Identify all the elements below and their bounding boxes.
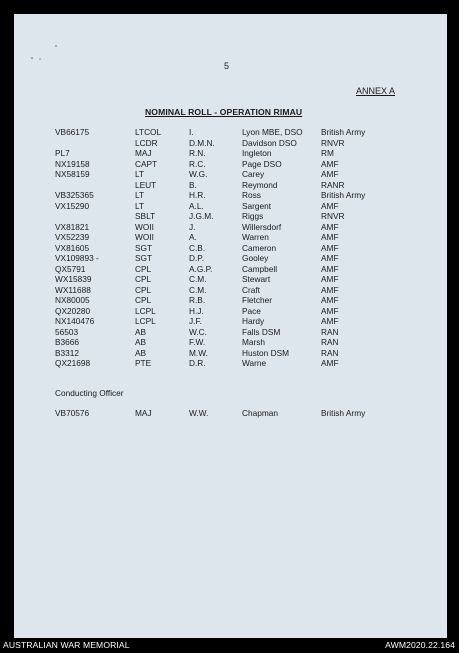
service-number: VB66175 — [55, 127, 90, 137]
surname: Lyon MBE, DSO — [242, 127, 303, 137]
initials: R.N. — [189, 148, 206, 158]
unit: AMF — [321, 253, 339, 263]
initials: J.F. — [189, 316, 202, 326]
unit: AMF — [321, 305, 339, 316]
rank: LT — [135, 190, 145, 200]
unit: RAN — [321, 337, 339, 347]
surname: Reymond — [242, 179, 278, 190]
unit: AMF — [321, 274, 339, 284]
unit: RM — [321, 148, 334, 158]
rank: CAPT — [135, 158, 158, 169]
rank: CPL — [135, 263, 152, 274]
surname: Huston DSM — [242, 347, 290, 358]
paper-specks — [30, 44, 60, 64]
initials: I. — [189, 127, 194, 137]
rank: MAJ — [135, 408, 152, 418]
page-number: 5 — [224, 61, 230, 71]
unit: AMF — [321, 316, 339, 326]
surname: Page DSO — [242, 158, 282, 169]
rank: MAJ — [135, 148, 152, 158]
service-number: NX80005 — [55, 295, 90, 305]
service-number: B3666 — [55, 337, 79, 347]
service-number: VB70576 — [55, 408, 90, 418]
service-number: 56503 — [55, 326, 79, 337]
unit: AMF — [321, 158, 339, 169]
unit: AMF — [321, 232, 339, 242]
surname: Pace — [242, 305, 261, 316]
institution-caption: AUSTRALIAN WAR MEMORIAL — [3, 640, 130, 650]
surname: Cameron — [242, 242, 277, 253]
service-number: VX52239 — [55, 232, 90, 242]
initials: W.G. — [189, 169, 208, 179]
rank: LT — [135, 169, 145, 179]
surname: Fletcher — [242, 295, 272, 305]
initials: H.R. — [189, 190, 206, 200]
unit: AMF — [321, 221, 339, 232]
initials: C.B. — [189, 242, 206, 253]
surname: Sargent — [242, 200, 272, 211]
surname: Chapman — [242, 408, 278, 418]
unit: British Army — [321, 190, 366, 200]
annex-label: ANNEX A — [356, 86, 396, 96]
service-number: VX81821 — [55, 221, 90, 232]
initials: B. — [189, 179, 197, 190]
rank: LTCOL — [135, 127, 162, 137]
surname: Stewart — [242, 274, 271, 284]
initials: W.C. — [189, 326, 207, 337]
rank: SGT — [135, 253, 153, 263]
initials: A.L. — [189, 200, 204, 211]
initials: J.G.M. — [189, 211, 214, 221]
initials: F.W. — [189, 337, 206, 347]
service-number: VX81605 — [55, 242, 90, 253]
rank: WOII — [135, 232, 154, 242]
service-number: QX21698 — [55, 358, 91, 368]
initials: R.C. — [189, 158, 206, 169]
initials: D.M.N. — [189, 137, 215, 148]
rank: PTE — [135, 358, 152, 368]
reference-caption: AWM2020.22.164 — [385, 640, 455, 650]
document-page — [14, 14, 447, 638]
rank: LCDR — [135, 137, 158, 148]
surname: Marsh — [242, 337, 266, 347]
unit: AMF — [321, 358, 339, 368]
initials: W.W. — [189, 408, 209, 418]
surname: Carey — [242, 169, 265, 179]
unit: RNVR — [321, 211, 345, 221]
unit: AMF — [321, 200, 339, 211]
service-number: VB325365 — [55, 190, 94, 200]
rank: SBLT — [135, 211, 156, 221]
surname: Hardy — [242, 316, 265, 326]
unit: British Army — [321, 408, 366, 418]
initials: A. — [189, 232, 197, 242]
service-number: NX58159 — [55, 169, 90, 179]
rank: CPL — [135, 284, 152, 295]
service-number: PL7 — [55, 148, 70, 158]
service-number: WX15839 — [55, 274, 92, 284]
initials: J. — [189, 221, 196, 232]
rank: AB — [135, 326, 147, 337]
initials: M.W. — [189, 347, 208, 358]
initials: D.R. — [189, 358, 206, 368]
unit: AMF — [321, 242, 339, 253]
initials: C.M. — [189, 274, 207, 284]
surname: Ingleton — [242, 148, 272, 158]
rank: LCPL — [135, 316, 156, 326]
unit: RAN — [321, 347, 339, 358]
initials: C.M. — [189, 284, 207, 295]
surname: Davidson DSO — [242, 137, 297, 148]
rank: CPL — [135, 274, 152, 284]
service-number: NX19158 — [55, 158, 90, 169]
initials: H.J. — [189, 305, 204, 316]
service-number: QX5791 — [55, 263, 86, 274]
service-number: NX140476 — [55, 316, 95, 326]
service-number: QX20280 — [55, 305, 91, 316]
unit: AMF — [321, 284, 339, 295]
surname: Willersdorf — [242, 221, 282, 232]
surname: Falls DSM — [242, 326, 281, 337]
rank: WOII — [135, 221, 154, 232]
surname: Ross — [242, 190, 261, 200]
conducting-officer-label: Conducting Officer — [55, 388, 124, 398]
surname: Gooley — [242, 253, 269, 263]
surname: Warne — [242, 358, 267, 368]
rank: LEUT — [135, 179, 157, 190]
service-number: VX15290 — [55, 200, 90, 211]
service-number: VX109893 - — [55, 253, 99, 263]
rank: AB — [135, 347, 147, 358]
unit: RNVR — [321, 137, 345, 148]
unit: RANR — [321, 179, 345, 190]
service-number: WX11688 — [55, 284, 91, 295]
surname: Craft — [242, 284, 260, 295]
unit: AMF — [321, 295, 339, 305]
surname: Warren — [242, 232, 269, 242]
initials: A.G.P. — [189, 263, 213, 274]
unit: AMF — [321, 263, 339, 274]
rank: SGT — [135, 242, 153, 253]
unit: British Army — [321, 127, 366, 137]
service-number: B3312 — [55, 347, 79, 358]
document-title: NOMINAL ROLL - OPERATION RIMAU — [145, 107, 303, 117]
initials: D.P. — [189, 253, 205, 263]
rank: AB — [135, 337, 147, 347]
unit: RAN — [321, 326, 339, 337]
rank: LCPL — [135, 305, 156, 316]
initials: R.B. — [189, 295, 206, 305]
surname: Campbell — [242, 263, 278, 274]
unit: AMF — [321, 169, 339, 179]
rank: CPL — [135, 295, 152, 305]
rank: LT — [135, 200, 145, 211]
surname: Riggs — [242, 211, 264, 221]
